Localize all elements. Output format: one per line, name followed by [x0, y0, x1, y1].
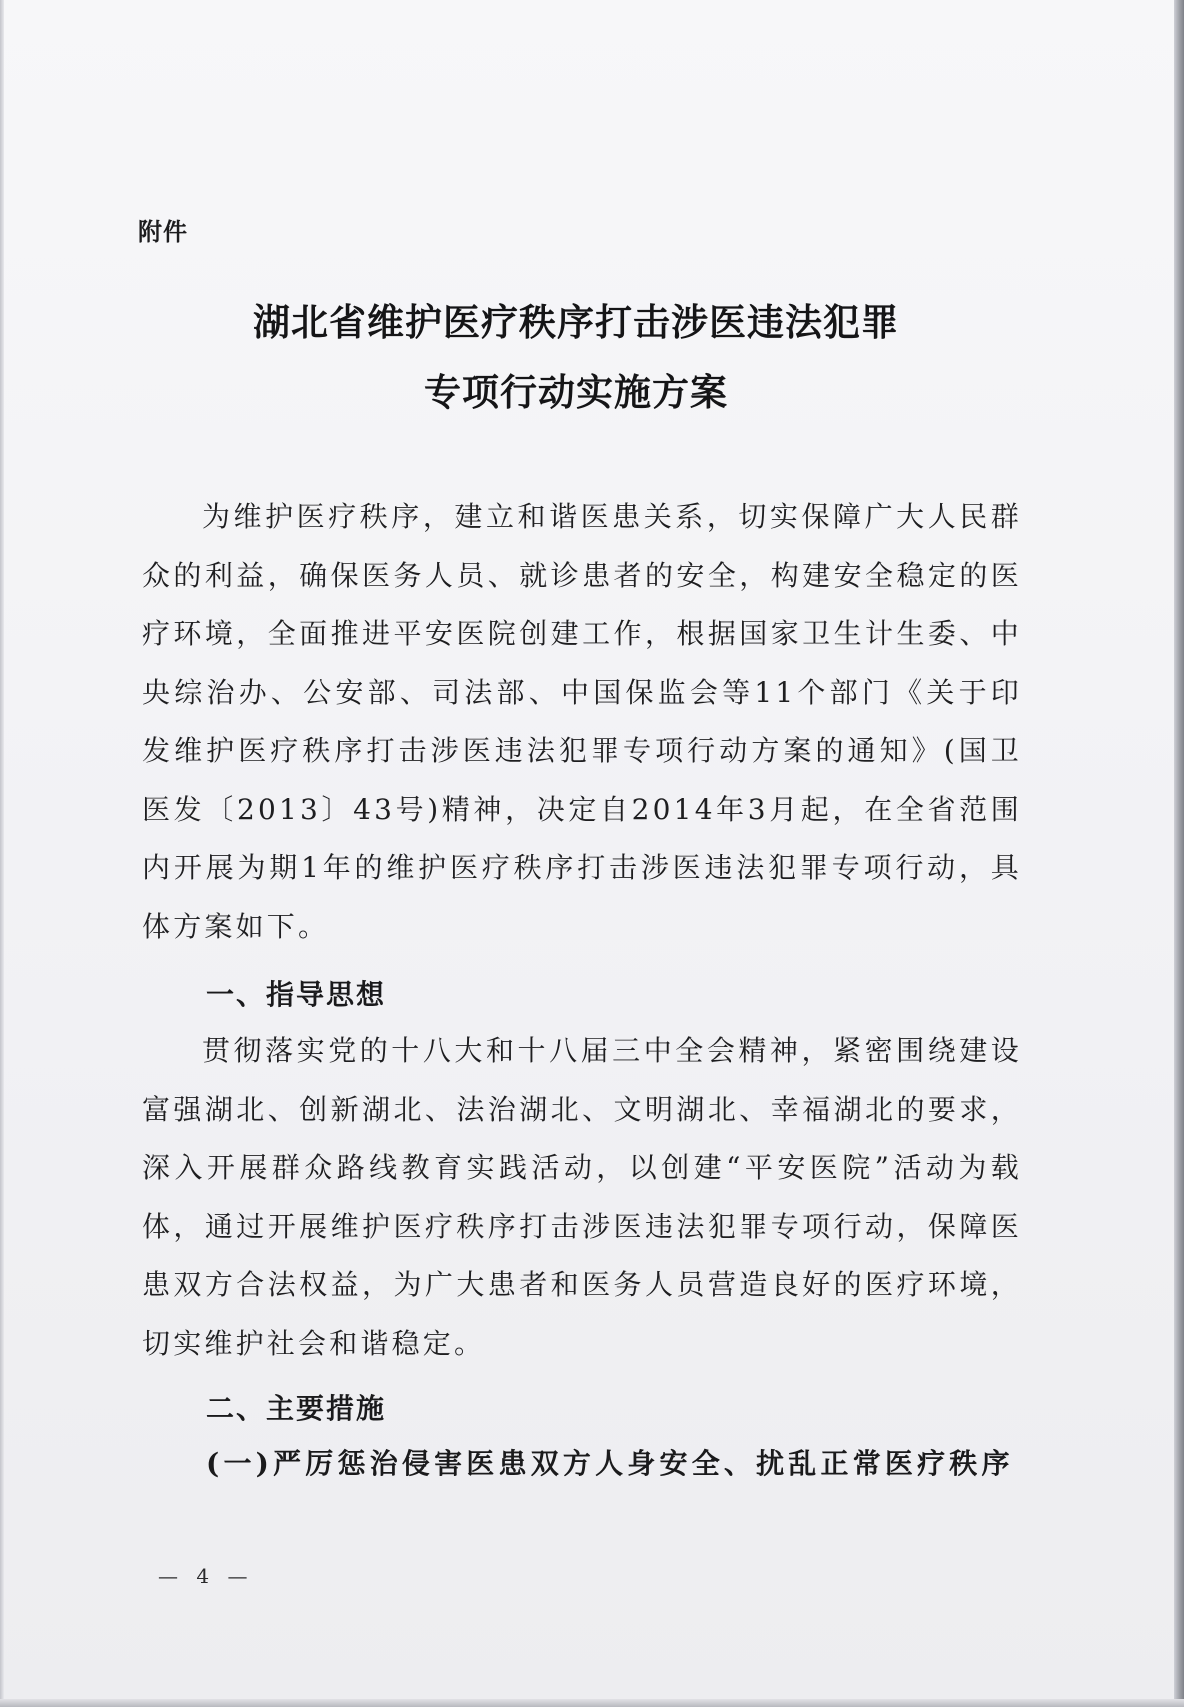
page-number: — 4 —	[158, 1564, 254, 1588]
scan-edge-bottom	[0, 1699, 1184, 1707]
measure-subheading-1: (一)严厉惩治侵害医患双方人身安全、扰乱正常医疗秩序	[206, 1447, 1014, 1480]
guiding-ideology-paragraph: 贯彻落实党的十八大和十八届三中全会精神，紧密围绕建设富强湖北、创新湖北、法治湖北、文明湖北、幸福湖北的要求，深入开展群众路线教育实践活动，以创建“平安医院”活动为载体，通过开展维护医疗秩序打击涉医违法犯罪专项行动，保障医患双方合法权益，为广大患者和医务人员营造良好的医疗环境，切实维护社会和谐稳定。	[142, 1034, 1022, 1360]
section-heading-main-measures: 二、主要措施	[206, 1392, 387, 1425]
attachment-label: 附件	[138, 218, 188, 246]
scan-edge-left	[0, 0, 4, 1707]
intro-paragraph: 为维护医疗秩序，建立和谐医患关系，切实保障广大人民群众的利益，确保医务人员、就诊患者的安全，构建安全稳定的医疗环境，全面推进平安医院创建工作，根据国家卫生计生委、中央综治办、公安部、司法部、中国保监会等11个部门《关于印发维护医疗秩序打击涉医违法犯罪专项行动方案的通知》(国卫医发〔2013〕43号)精神，决定自2014年3月起，在全省范围内开展为期1年的维护医疗秩序打击涉医违法犯罪专项行动，具体方案如下。	[142, 500, 1022, 943]
section-heading-guiding-ideology: 一、指导思想	[206, 978, 387, 1011]
scan-edge-right	[1174, 0, 1184, 1707]
document-title-line-1: 湖北省维护医疗秩序打击涉医违法犯罪	[253, 300, 899, 344]
document-title-line-2: 专项行动实施方案	[424, 370, 728, 414]
